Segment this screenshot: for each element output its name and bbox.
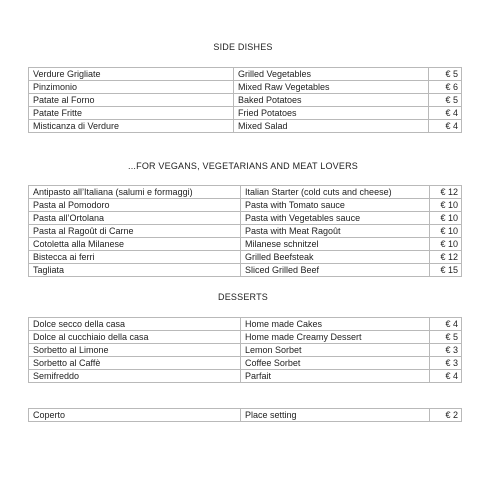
table-row <box>29 94 462 107</box>
italian-name: Pasta al Pomodoro <box>29 199 241 212</box>
price: € 10 <box>430 225 462 238</box>
price: € 2 <box>430 409 462 422</box>
italian-name: Pasta al Ragoût di Carne <box>29 225 241 238</box>
table-row <box>29 238 462 251</box>
english-name: Grilled Vegetables <box>234 68 429 81</box>
table-row <box>29 264 462 277</box>
english-name: Coffee Sorbet <box>241 357 430 370</box>
section-title-mains: ...FOR VEGANS, VEGETARIANS AND MEAT LOVERS <box>128 161 358 171</box>
price: € 10 <box>430 199 462 212</box>
italian-name: Pasta all’Ortolana <box>29 212 241 225</box>
table-row <box>29 199 462 212</box>
price: € 5 <box>429 94 462 107</box>
section-title-side-dishes: SIDE DISHES <box>213 42 273 52</box>
italian-name: Semifreddo <box>29 370 241 383</box>
italian-name: Antipasto all’Italiana (salumi e formaggi) <box>29 186 241 199</box>
english-name: Pasta with Meat Ragoût <box>241 225 430 238</box>
price: € 5 <box>430 331 462 344</box>
table-row <box>29 68 462 81</box>
italian-name: Dolce secco della casa <box>29 318 241 331</box>
price: € 3 <box>430 357 462 370</box>
italian-name: Sorbetto al Limone <box>29 344 241 357</box>
price: € 10 <box>430 212 462 225</box>
table-row <box>29 107 462 120</box>
italian-name: Coperto <box>29 409 241 422</box>
table-row <box>29 120 462 133</box>
italian-name: Verdure Grigliate <box>29 68 234 81</box>
price: € 4 <box>429 120 462 133</box>
table-row <box>29 212 462 225</box>
table-row <box>29 344 462 357</box>
price: € 12 <box>430 186 462 199</box>
price: € 4 <box>430 370 462 383</box>
english-name: Place setting <box>241 409 430 422</box>
italian-name: Tagliata <box>29 264 241 277</box>
table-row <box>29 225 462 238</box>
table-row <box>29 370 462 383</box>
cover-charge-table <box>28 408 462 422</box>
price: € 15 <box>430 264 462 277</box>
italian-name: Dolce al cucchiaio della casa <box>29 331 241 344</box>
italian-name: Patate Fritte <box>29 107 234 120</box>
table-row <box>29 81 462 94</box>
table-row <box>29 318 462 331</box>
table-row <box>29 251 462 264</box>
italian-name: Misticanza di Verdure <box>29 120 234 133</box>
english-name: Sliced Grilled Beef <box>241 264 430 277</box>
italian-name: Patate al Forno <box>29 94 234 107</box>
english-name: Pasta with Tomato sauce <box>241 199 430 212</box>
english-name: Lemon Sorbet <box>241 344 430 357</box>
price: € 4 <box>430 318 462 331</box>
price: € 5 <box>429 68 462 81</box>
table-row <box>29 186 462 199</box>
english-name: Home made Cakes <box>241 318 430 331</box>
desserts-table <box>28 317 462 383</box>
english-name: Parfait <box>241 370 430 383</box>
price: € 12 <box>430 251 462 264</box>
english-name: Italian Starter (cold cuts and cheese) <box>241 186 430 199</box>
mains-table <box>28 185 462 277</box>
price: € 10 <box>430 238 462 251</box>
italian-name: Sorbetto al Caffè <box>29 357 241 370</box>
italian-name: Cotoletta alla Milanese <box>29 238 241 251</box>
table-row <box>29 357 462 370</box>
section-title-desserts: DESSERTS <box>218 292 268 302</box>
table-row <box>29 409 462 422</box>
english-name: Grilled Beefsteak <box>241 251 430 264</box>
english-name: Mixed Raw Vegetables <box>234 81 429 94</box>
english-name: Baked Potatoes <box>234 94 429 107</box>
price: € 6 <box>429 81 462 94</box>
side-dishes-table <box>28 67 462 133</box>
italian-name: Bistecca ai ferri <box>29 251 241 264</box>
italian-name: Pinzimonio <box>29 81 234 94</box>
english-name: Milanese schnitzel <box>241 238 430 251</box>
english-name: Mixed Salad <box>234 120 429 133</box>
price: € 4 <box>429 107 462 120</box>
price: € 3 <box>430 344 462 357</box>
english-name: Fried Potatoes <box>234 107 429 120</box>
english-name: Home made Creamy Dessert <box>241 331 430 344</box>
english-name: Pasta with Vegetables sauce <box>241 212 430 225</box>
table-row <box>29 331 462 344</box>
